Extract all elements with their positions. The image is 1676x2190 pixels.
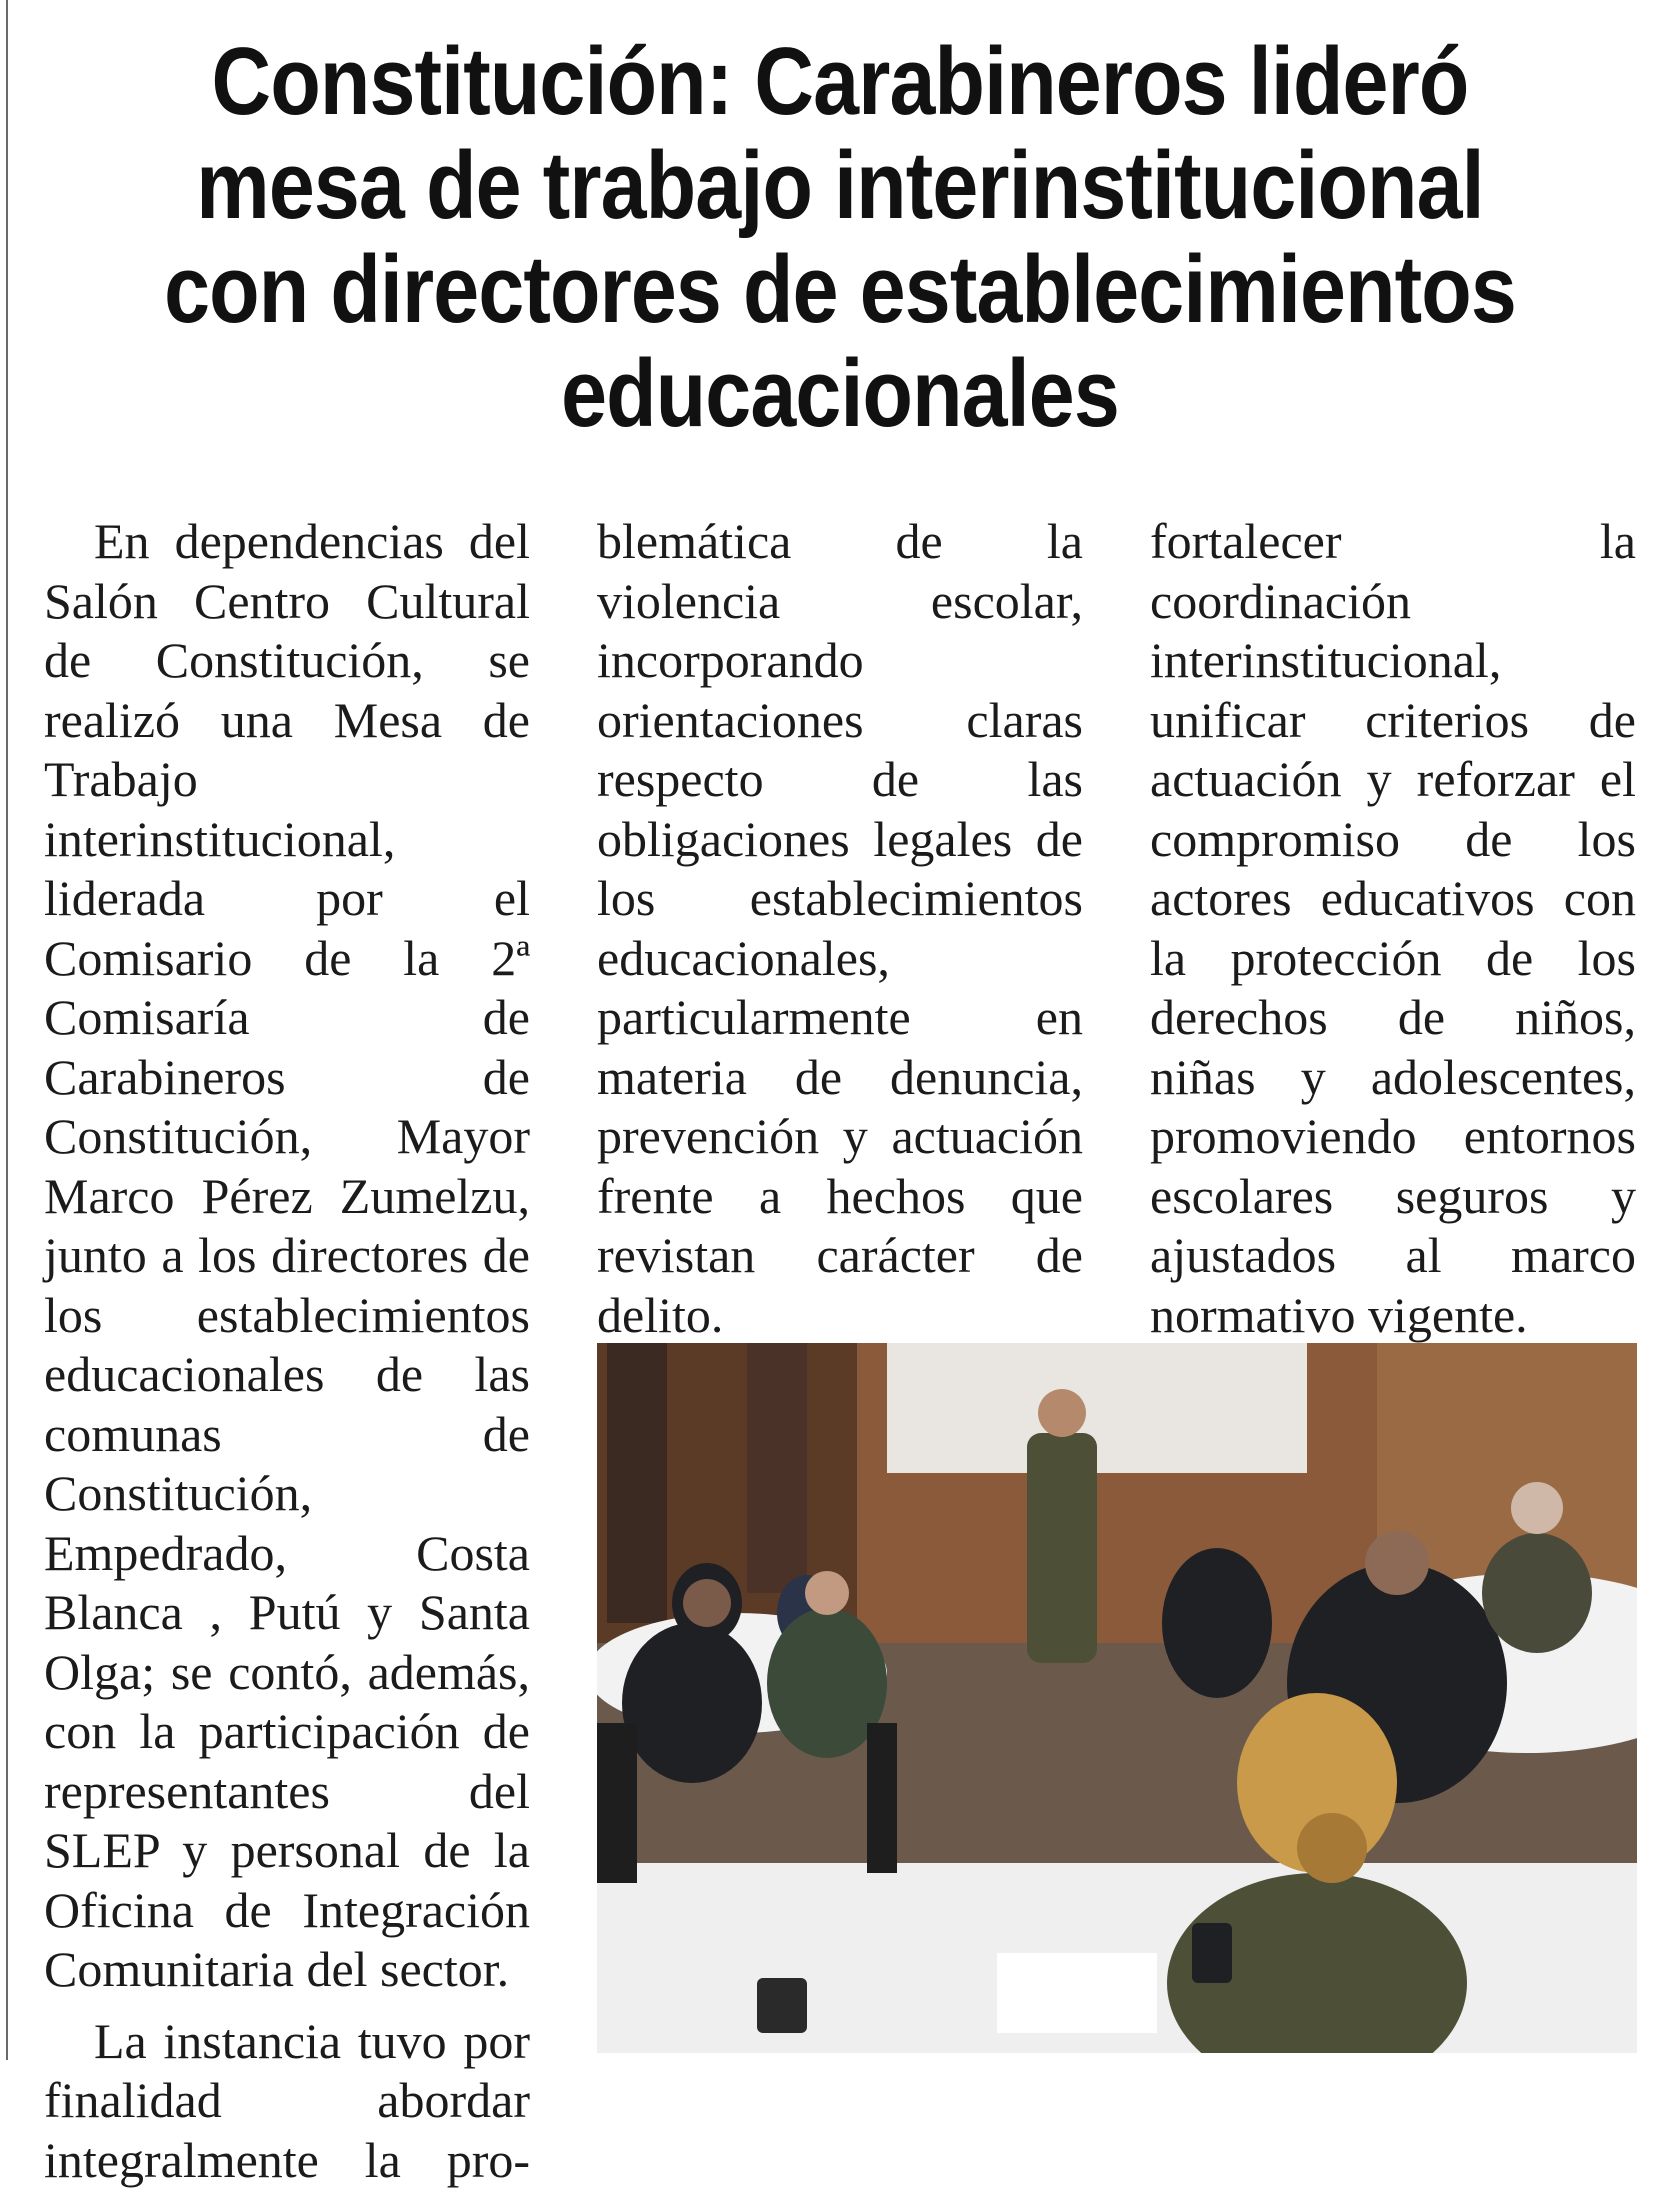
article-column-1 [44, 512, 530, 2190]
photo-attendee-head [1365, 1531, 1429, 1595]
photo-chair [597, 1723, 637, 1883]
column-paragraph: blemática de la violencia escolar, incorporando orientaciones claras respecto de las obligaciones legales de los establecimientos educacionales, particularmente en materia de denuncia, prevención y actuación frente a hechos que revistan carácter de delito. [597, 512, 1083, 1345]
photo-attendee-head [1511, 1482, 1563, 1534]
meeting-photo-illustration [597, 1343, 1637, 2053]
column-paragraph: En dependencias del Salón Centro Cultural de Constitución, se realizó una Mesa de Trabajo interinstitucional, liderada por el Comisario de la 2ª Comisaría de Carabineros de Constitución, Mayor Marco Pérez Zumelzu, junto a los directores de los establecimientos educacionales de las comunas de Constitución, Empedrado, Costa Blanca , Putú y Santa Olga; se contó, además, con la participación de representantes del SLEP y personal de la Oficina de Integración Comunitaria del sector. [44, 512, 530, 2000]
headline-line: mesa de trabajo interinstitucional [143, 134, 1536, 238]
article-column-2 [597, 512, 1083, 1417]
article-column-3 [1150, 512, 1636, 1345]
photo-officer-body [1027, 1433, 1097, 1663]
photo-attendee [622, 1623, 762, 1783]
column-paragraph: La instancia tuvo por finalidad abordar integralmente la pro- [44, 2012, 530, 2190]
headline-line: con directores de establecimientos [143, 238, 1536, 342]
column-paragraph: fortalecer la coordinación interinstitucional, unificar criterios de actuación y reforzar el compromiso de los actores educativos con la protección de los derechos de niños, niñas y adolescentes, promoviendo entornos escolares seguros y ajustados al marco normativo vigente. [1150, 512, 1636, 1345]
meeting-photo [597, 1343, 1637, 2053]
photo-paper [997, 1953, 1157, 2033]
photo-attendee-head [805, 1571, 849, 1615]
photo-chair [867, 1723, 897, 1873]
photo-foreground-officer-bun [1297, 1813, 1367, 1883]
headline-line: educacionales [143, 342, 1536, 446]
photo-curtain [607, 1343, 667, 1623]
photo-attendee [1162, 1548, 1272, 1698]
photo-attendee-head [683, 1579, 731, 1627]
page-left-rule [6, 0, 8, 2060]
photo-cup [757, 1978, 807, 2033]
photo-officer-head [1038, 1389, 1086, 1437]
photo-attendee [1482, 1533, 1592, 1653]
photo-curtain [747, 1343, 807, 1593]
article-headline [143, 30, 1536, 446]
headline-line: Constitución: Carabineros lideró [143, 30, 1536, 134]
photo-phone [1192, 1923, 1232, 1983]
